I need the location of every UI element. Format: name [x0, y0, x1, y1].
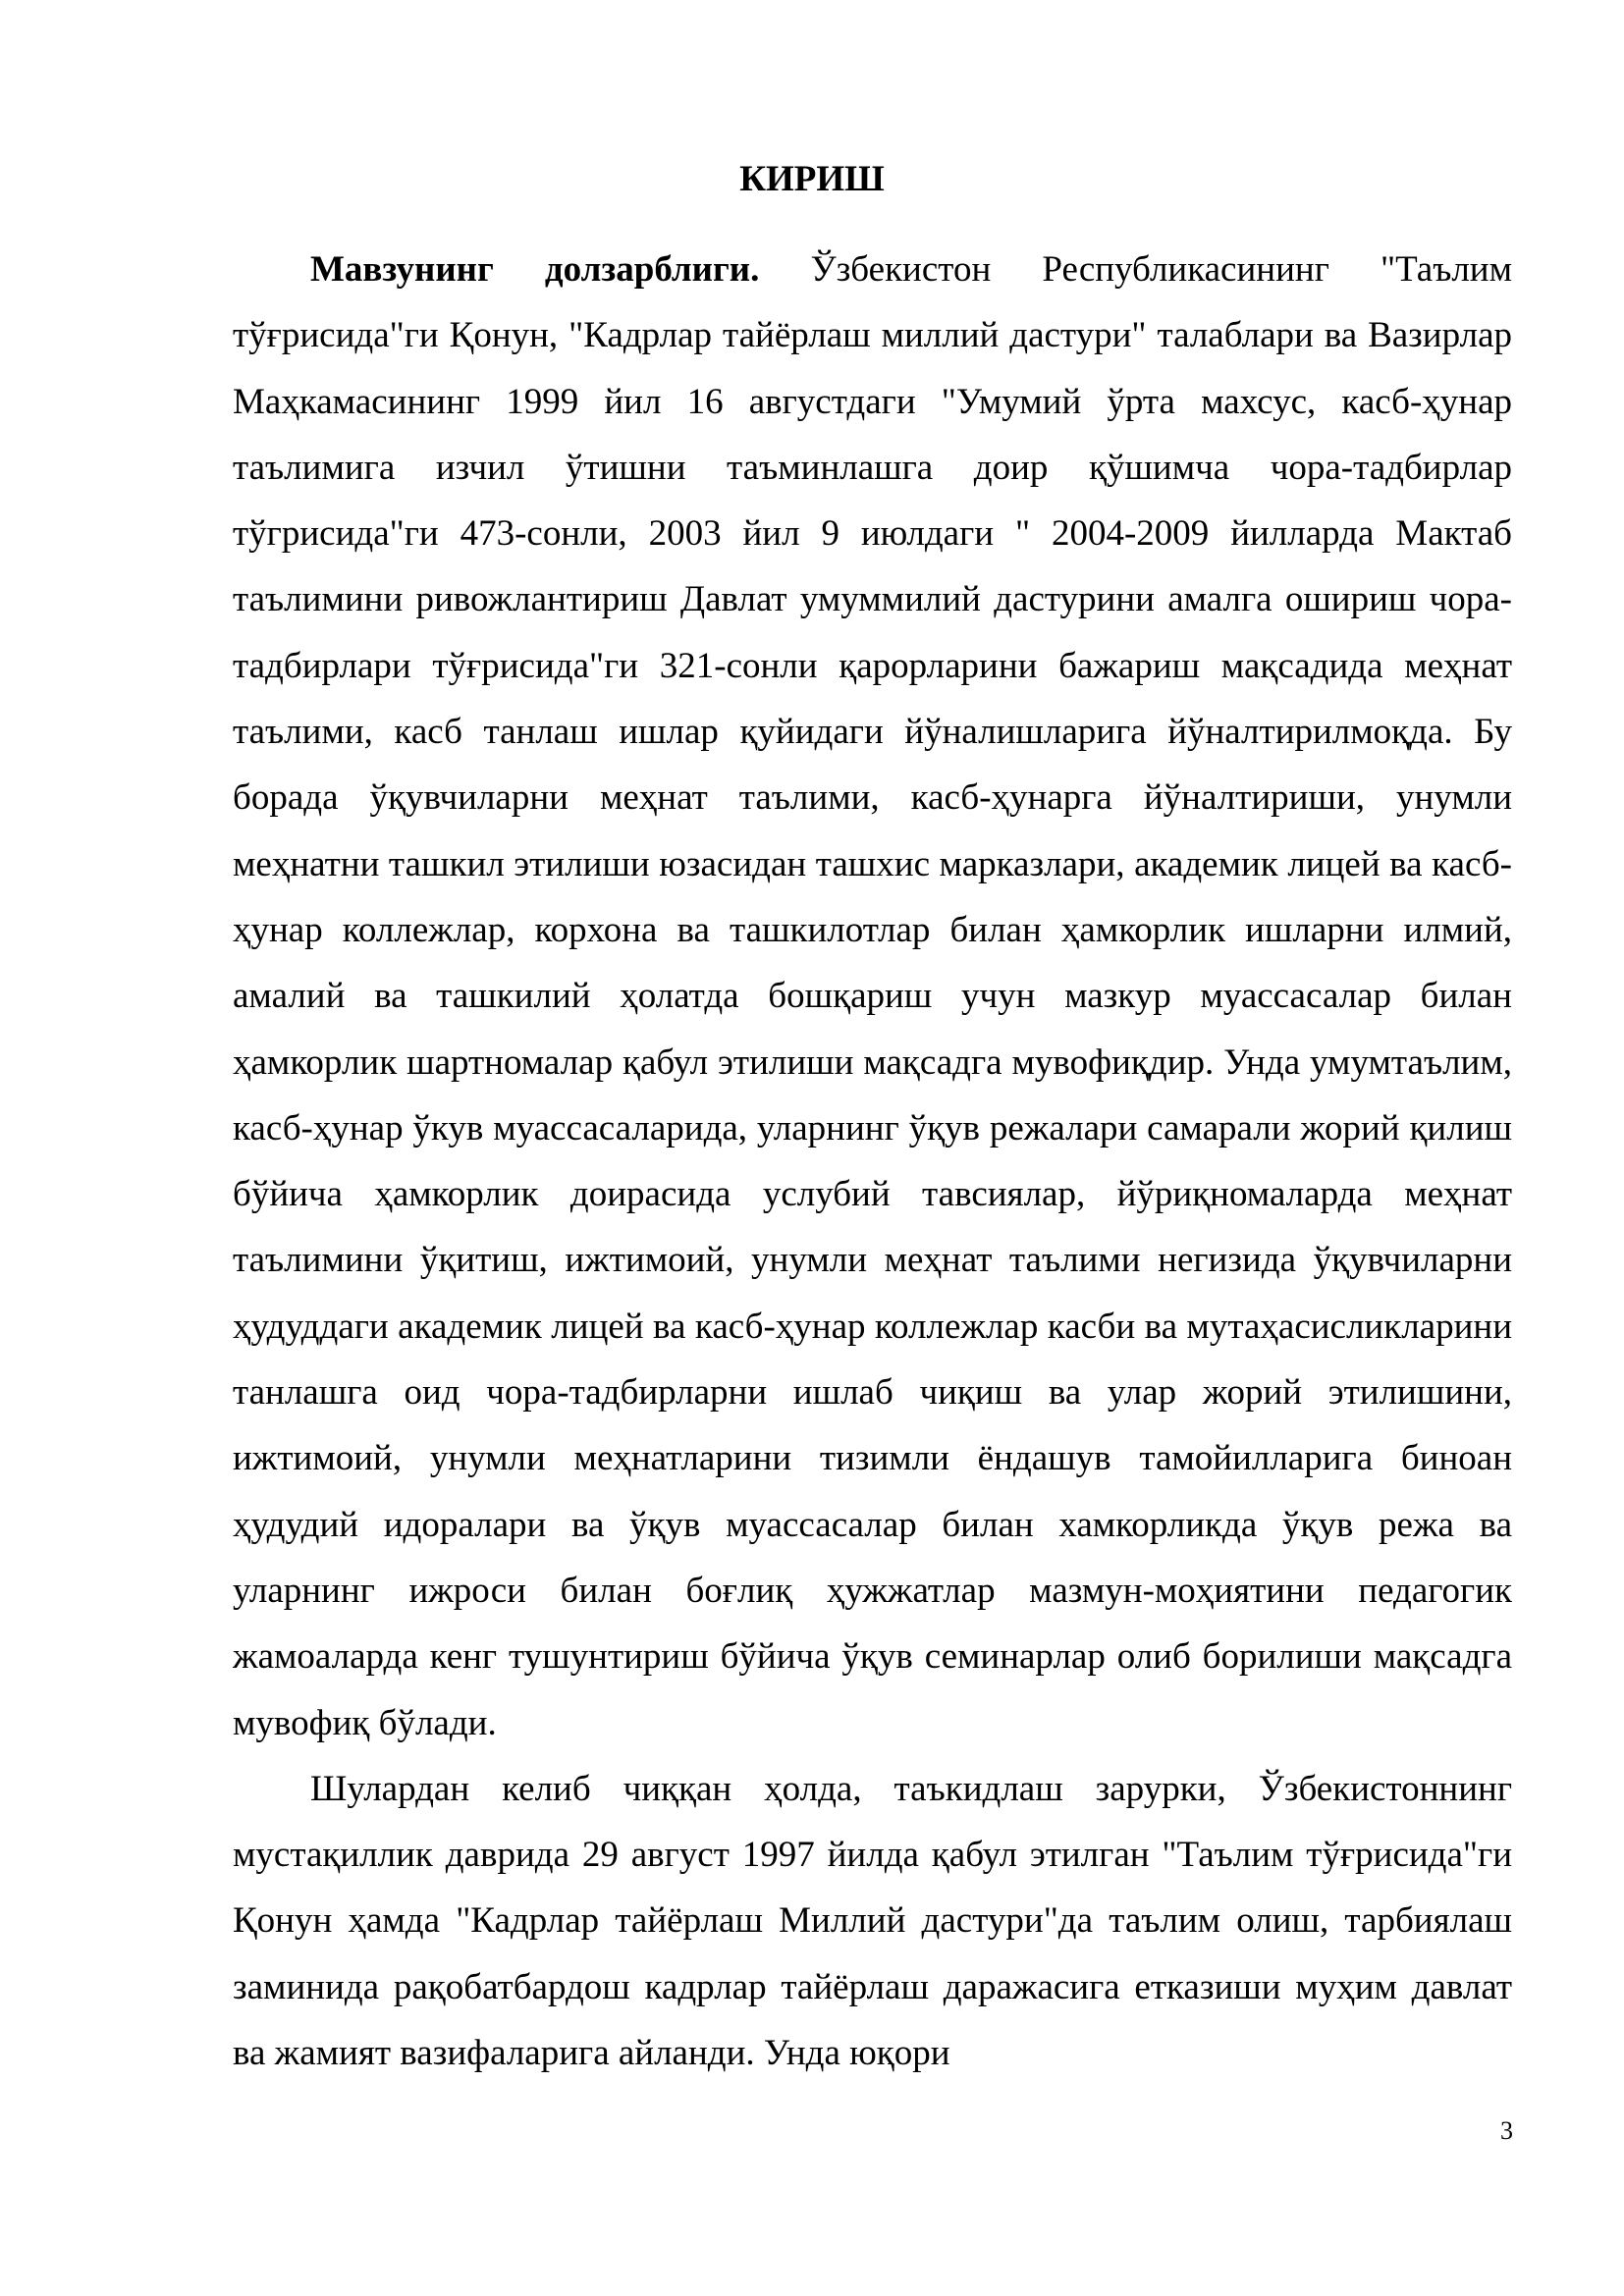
paragraph-lead: Мавзунинг долзарблиги. — [310, 249, 760, 290]
paragraph-text: Ўзбекистон Республикасининг "Таълим тўғрисида"ги Қонун, "Кадрлар тайёрлаш миллий дастури" талаблари ва Вазирлар Маҳкамасининг 1999 йил 16 августдаги "Умумий ўрта махсус, касб-ҳунар таълимига изчил ўтишни таъминлашга доир қўшимча чора-тадбирлар тўгрисида"ги 473-сонли, 2003 йил 9 июлдаги " 2004-2009 йилларда Мактаб таълимини ривожлантириш Давлат умуммилий дастурини амалга ошириш чора-тадбирлари тўғрисида"ги 321-сонли қарорларини бажариш мақсадида меҳнат таълими, касб танлаш ишлар қуйидаги йўналишларига йўналтирилмоқда. Бу борада ўқувчиларни меҳнат таълими, касб-ҳунарга йўналтириши, унумли меҳнатни ташкил этилиши юзасидан ташхис марказлари, академик лицей ва касб-ҳунар коллежлар, корхона ва ташкилотлар билан ҳамкорлик ишларни илмий, амалий ва ташкилий ҳолатда бошқариш учун мазкур муассасалар билан ҳамкорлик шартномалар қабул этилиши мақсадга мувофиқдир. Унда умумтаълим, касб-ҳунар ўкув муассасаларида, уларнинг ўқув режалари самарали жорий қилиш бўйича ҳамкорлик доирасида услубий тавсиялар, йўриқномаларда меҳнат таълимини ўқитиш, ижтимоий, унумли меҳнат таълими негизида ўқувчиларни ҳудуддаги академик лицей ва касб-ҳунар коллежлар касби ва мутаҳасисликларини танлашга оид чора-тадбирларни ишлаб чиқиш ва улар жорий этилишини, ижтимоий, унумли меҳнатларини тизимли ёндашув тамойилларига биноан ҳудудий идоралари ва ўқув муассасалар билан хамкорликда ўқув режа ва уларнинг ижроси билан боғлиқ ҳужжатлар мазмун-моҳиятини педагогик жамоаларда кенг тушунтириш бўйича ўқув семинарлар олиб борилиши мақсадга мувофиқ бўлади. — [233, 249, 1513, 1743]
paragraph-second: Шулардан келиб чиққан ҳолда, таъкидлаш зарурки, Ўзбекистоннинг мустақиллик даврида 29 август 1997 йилда қабул этилган "Таълим тўғрисида"ги Қонун ҳамда "Кадрлар тайёрлаш Миллий дастури"да таълим олиш, тарбиялаш заминида рақобатбардош кадрлар тайёрлаш даражасига етказиши муҳим давлат ва жамият вазифаларига айланди. Унда юқори — [233, 1768, 1512, 2074]
paragraph-relevance — [233, 237, 1512, 1756]
section-title: КИРИШ — [739, 159, 885, 199]
body-text — [233, 237, 1512, 2086]
page-number: 3 — [1500, 2116, 1513, 2145]
